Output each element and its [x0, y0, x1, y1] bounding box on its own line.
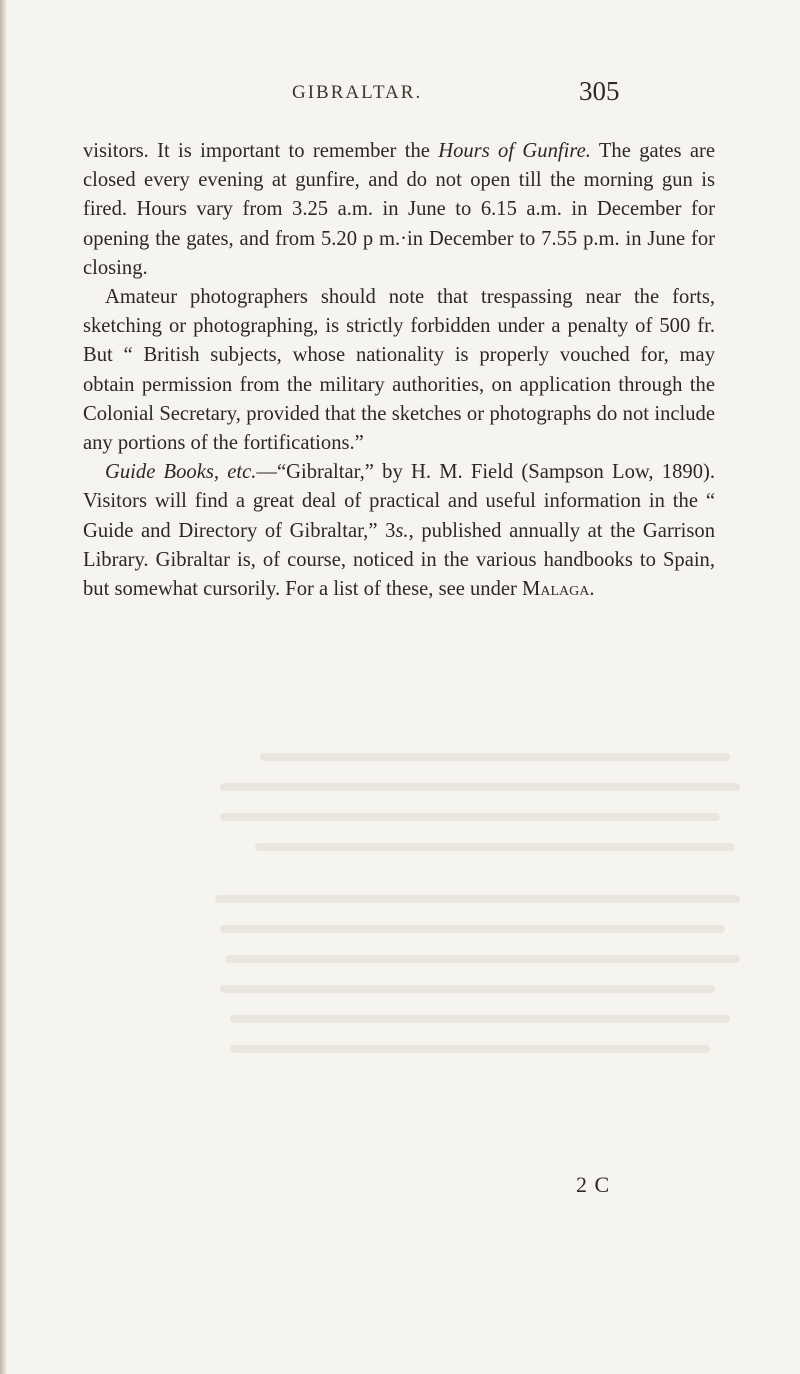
running-head: [0, 76, 800, 116]
page-number: 305: [579, 76, 620, 106]
paragraph-photographers-text: Amateur photographers should note that trespassing near the forts, sketching or photographing, is strictly forbidden under a penalty of 500 fr. But “ British subjects, whose nationality is properly vouched for, may obtain permission from the military authorities, on application through the Colonial Secretary, provided that the sketches or photographs do not include any portions of the fortifications.”: [83, 286, 715, 455]
bleed-through-lines: [200, 745, 740, 1075]
signature-mark: 2 C: [576, 1172, 611, 1197]
running-title: GIBRALTAR.: [292, 82, 423, 103]
bleed-through-texture: [200, 745, 740, 1075]
paragraph-guide-books-text-3: .: [589, 578, 595, 601]
paragraph-gunfire: [83, 137, 715, 283]
shillings-abbreviation: s.: [395, 519, 409, 542]
paragraph-gunfire-text-2: The gates are closed every evening at gunfire, and do not open till the morning gun is fired. Hours vary from 3.25 a.m. in June to 6.15 a.m. in December for opening the gates, and from 5.20 p m.·in December to 7.55 p.m. in June for closing.: [83, 140, 715, 279]
paragraph-guide-books-text-2: , published annually at the Garrison Library. Gibraltar is, of course, noticed in the various handbooks to Spain, but somewhat cursorily. For a list of these, see under: [83, 519, 715, 601]
malaga-reference: Malaga: [522, 578, 590, 601]
paragraph-guide-books: [83, 458, 715, 604]
paragraph-guide-books-text-1: —“Gibraltar,” by H. M. Field (Sampson Low, 1890). Visitors will find a great deal of practical and useful information in the “ Guide and Directory of Gibraltar,” 3: [83, 461, 715, 542]
paragraph-gunfire-text-1: visitors. It is important to remember the: [83, 140, 439, 162]
hours-of-gunfire-heading: Hours of Gunfire.: [438, 140, 591, 162]
paragraph-photographers: [83, 283, 715, 458]
body-text: [83, 137, 715, 604]
guide-books-heading: Guide Books, etc.: [105, 461, 257, 484]
